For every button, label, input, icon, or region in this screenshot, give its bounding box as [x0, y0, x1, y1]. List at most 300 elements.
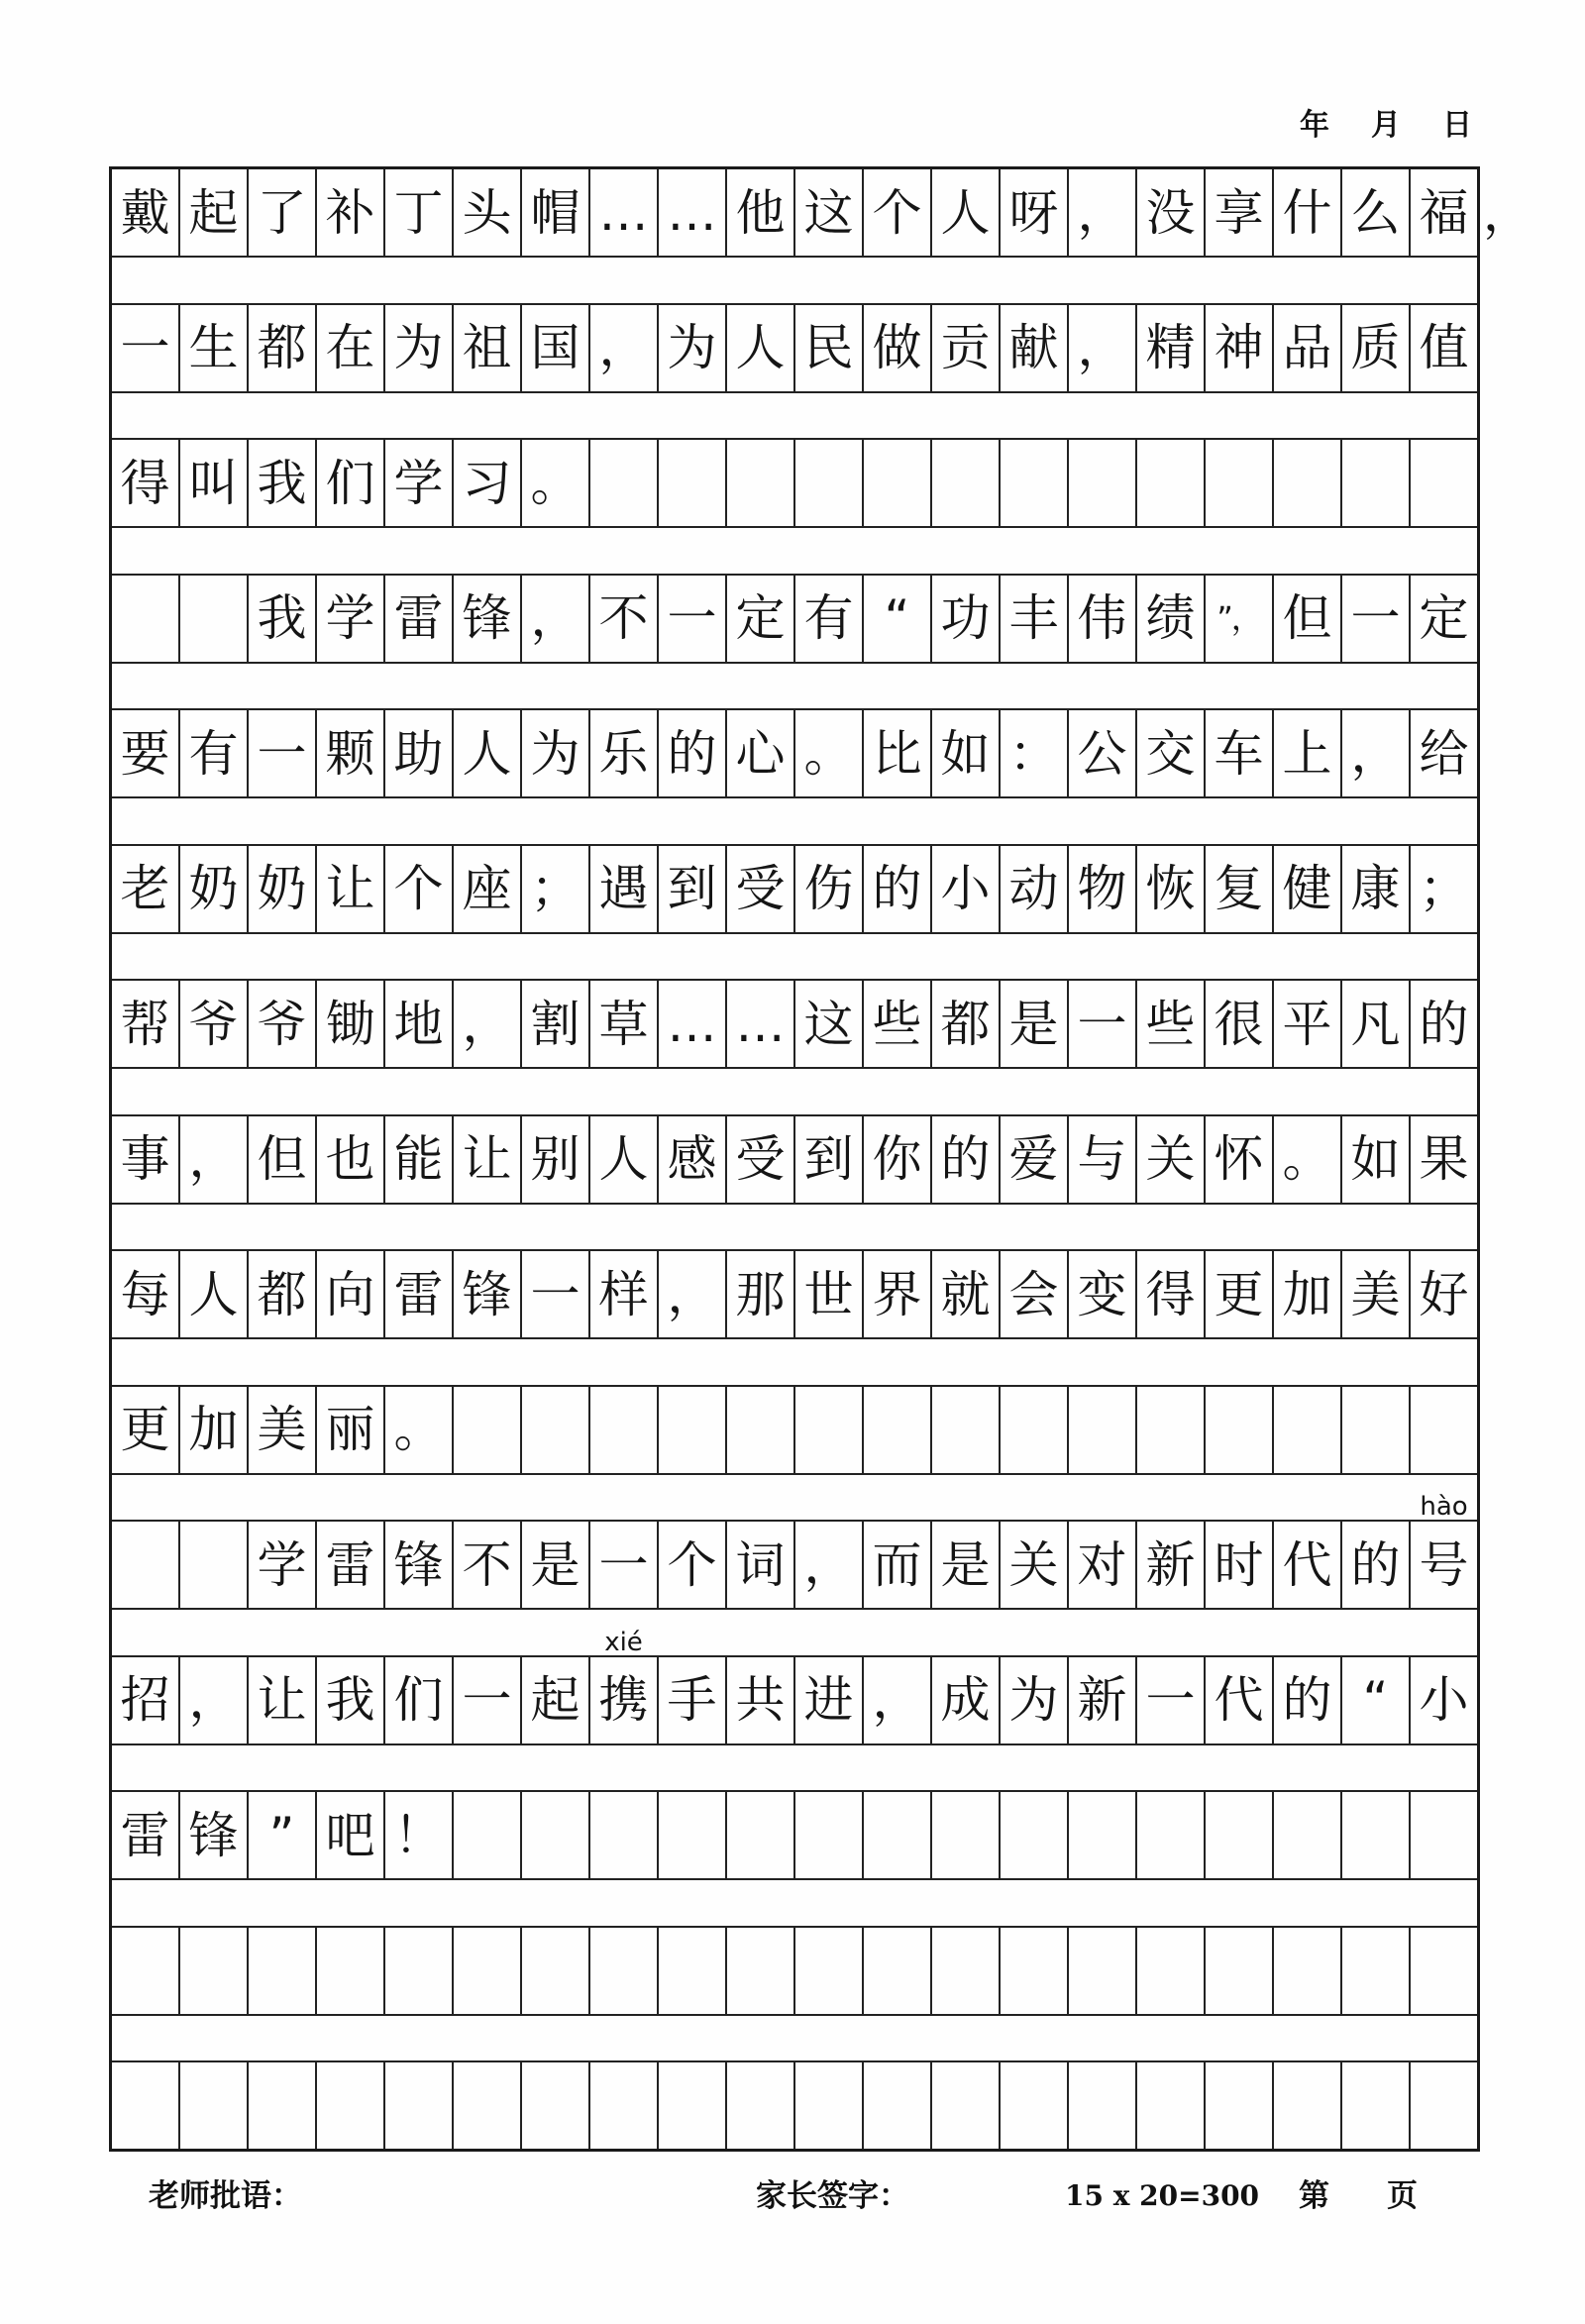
grid-cell [452, 2062, 520, 2149]
pinyin-annotation: hào [1420, 1492, 1468, 1522]
handwritten-char: 一 [1077, 995, 1127, 1053]
grid-cell [725, 846, 793, 932]
handwritten-char: 为 [1008, 1671, 1059, 1729]
handwritten-char: ， [1077, 183, 1127, 242]
grid-cell [1272, 1251, 1340, 1337]
grid-cell [1409, 710, 1477, 796]
grid-cell [862, 1116, 930, 1203]
handwritten-char: ； [1419, 860, 1469, 917]
grid-cell [112, 1116, 178, 1203]
grid-cell [383, 981, 452, 1067]
grid-cell [725, 1522, 793, 1608]
handwritten-char: 是 [1008, 995, 1059, 1053]
grid-cell [178, 2062, 247, 2149]
grid-row [112, 1627, 1477, 1743]
grid-cell [1135, 1522, 1204, 1608]
writing-grid [109, 166, 1532, 2152]
handwritten-char: “ [884, 589, 910, 647]
grid-cell [862, 1792, 930, 1878]
grid-cell [1067, 1657, 1135, 1743]
row-spacer [112, 1337, 1477, 1387]
grid-cell [588, 1627, 657, 1743]
handwritten-char: 雷 [120, 1806, 170, 1864]
date-header [1300, 106, 1472, 146]
grid-cell [178, 981, 247, 1067]
grid-cell [247, 1792, 315, 1878]
handwritten-char: 。 [803, 724, 854, 783]
grid-cell [452, 1522, 520, 1608]
handwritten-char: 新 [1077, 1671, 1127, 1729]
grid-cell [1340, 1387, 1409, 1473]
grid-cell [999, 846, 1067, 932]
grid-row [112, 1387, 1477, 1473]
grid-cell [315, 440, 383, 526]
handwritten-char: ， [667, 1265, 717, 1323]
handwritten-char: 草 [598, 995, 649, 1053]
handwritten-char: 割 [530, 995, 581, 1053]
grid-cell [725, 1251, 793, 1337]
grid-cell [452, 440, 520, 526]
grid-cell [112, 1522, 178, 1608]
handwritten-char: … [735, 995, 786, 1053]
grid-cell [793, 440, 862, 526]
grid-cell [588, 1928, 657, 2014]
grid-cell [657, 1387, 725, 1473]
grid-cell [930, 1116, 999, 1203]
handwritten-char: 果 [1419, 1130, 1469, 1188]
handwritten-char: 个 [667, 1535, 717, 1594]
grid-cell [930, 1657, 999, 1743]
row-spacer [112, 1878, 1477, 1928]
handwritten-char: 雷 [325, 1535, 375, 1594]
grid-cell [520, 1928, 588, 2014]
grid-cell [862, 1657, 930, 1743]
handwritten-char: 一 [462, 1671, 512, 1729]
grid-cell [112, 1387, 178, 1473]
grid-cell [112, 2062, 178, 2149]
handwritten-char: 生 [188, 319, 239, 376]
grid-cell [862, 1522, 930, 1608]
grid-cell [315, 169, 383, 256]
handwritten-char: 是 [940, 1535, 991, 1594]
grid-cell [1409, 440, 1477, 526]
grid-cell [1409, 1657, 1477, 1743]
grid-cell [657, 576, 725, 662]
handwritten-char: 绩 [1145, 589, 1196, 647]
grid-cell [725, 169, 793, 256]
grid-cell [1409, 576, 1477, 662]
handwritten-char: 复 [1214, 860, 1264, 917]
grid-cell [1272, 1522, 1340, 1608]
handwritten-char: 伟 [1077, 589, 1127, 647]
grid-cell [1204, 169, 1272, 256]
grid-cell [1340, 1116, 1409, 1203]
grid-cell [999, 1928, 1067, 2014]
grid-cell [657, 1928, 725, 2014]
grid-cell [1135, 1387, 1204, 1473]
handwritten-char: 些 [1145, 995, 1196, 1053]
grid-cell [383, 1116, 452, 1203]
grid-cell [452, 1251, 520, 1337]
grid-cell [793, 169, 862, 256]
handwritten-char: 锄 [325, 995, 375, 1053]
handwritten-char: 得 [1145, 1265, 1196, 1323]
grid-cell [1204, 1116, 1272, 1203]
grid-cell [247, 2062, 315, 2149]
grid-cell [862, 169, 930, 256]
handwritten-char: 学 [393, 454, 444, 512]
grid-cell [315, 981, 383, 1067]
teacher-comment-label: 老师批语： [149, 2178, 302, 2214]
handwritten-char: ” [268, 1806, 295, 1864]
handwritten-char: 有 [803, 589, 854, 647]
grid-cell [1067, 169, 1135, 256]
grid-cell [1340, 1251, 1409, 1337]
handwritten-char: 这 [803, 995, 854, 1053]
handwritten-char: 乐 [598, 724, 649, 783]
grid-cell [862, 2062, 930, 2149]
grid-cell [930, 1792, 999, 1878]
handwritten-char: 人 [598, 1130, 649, 1188]
grid-cell [178, 1928, 247, 2014]
handwritten-char: 招 [120, 1671, 170, 1729]
handwritten-char: 让 [325, 860, 375, 917]
handwritten-char: 受 [735, 1130, 786, 1188]
handwritten-char: 神 [1214, 319, 1264, 376]
handwritten-char: 的 [872, 860, 922, 917]
handwritten-char: 都 [257, 319, 307, 376]
grid-cell [999, 1522, 1067, 1608]
grid-cell [452, 1657, 520, 1743]
handwritten-char: 也 [325, 1130, 375, 1188]
handwritten-char: 戴 [120, 183, 170, 242]
grid-cell [1067, 1928, 1135, 2014]
grid-cell [247, 1657, 315, 1743]
handwritten-char: 这 [803, 183, 854, 242]
year-label: 年 [1300, 108, 1329, 143]
grid-cell [1272, 576, 1340, 662]
grid-cell [1340, 440, 1409, 526]
grid-cell [1135, 576, 1204, 662]
handwritten-char: 雷 [393, 1265, 444, 1323]
grid-cell [793, 1792, 862, 1878]
grid-cell [1067, 981, 1135, 1067]
row-spacer [112, 526, 1477, 576]
handwritten-char: 上 [1282, 724, 1332, 783]
grid-cell [930, 1387, 999, 1473]
grid-cell [383, 1251, 452, 1337]
grid-cell [178, 305, 247, 391]
grid-cell [999, 440, 1067, 526]
grid-cell [112, 981, 178, 1067]
grid-cell [999, 169, 1067, 256]
grid-cell [930, 710, 999, 796]
grid-cell [862, 846, 930, 932]
grid-cell [178, 169, 247, 256]
grid-cell [112, 440, 178, 526]
handwritten-char: 时 [1214, 1535, 1264, 1594]
handwritten-char: 但 [257, 1130, 307, 1188]
grid-cell [930, 846, 999, 932]
handwritten-char: 向 [325, 1265, 375, 1323]
grid-cell [315, 1928, 383, 2014]
handwritten-char: 人 [462, 724, 512, 783]
handwritten-char: 美 [257, 1401, 307, 1458]
handwritten-char: 号 [1419, 1535, 1469, 1594]
handwritten-char: 很 [1214, 995, 1264, 1053]
handwritten-char: 交 [1145, 724, 1196, 783]
handwritten-char: 习 [462, 454, 512, 512]
grid-cell [1340, 710, 1409, 796]
grid-cell [315, 2062, 383, 2149]
handwritten-char: ： [1008, 724, 1059, 783]
grid-row [112, 440, 1477, 526]
grid-cell [862, 576, 930, 662]
handwritten-char: 学 [325, 589, 375, 647]
handwritten-char: 帽 [530, 183, 581, 242]
handwritten-char: 感 [667, 1130, 717, 1188]
handwritten-char: 代 [1282, 1535, 1332, 1594]
grid-cell [520, 1522, 588, 1608]
handwritten-char: 的 [1282, 1671, 1332, 1729]
grid-cell [1067, 440, 1135, 526]
handwritten-char: 帮 [120, 995, 170, 1053]
handwritten-char: 就 [940, 1265, 991, 1323]
grid-cell [178, 576, 247, 662]
handwritten-char: 都 [940, 995, 991, 1053]
handwritten-char: 心 [735, 724, 786, 783]
grid-row [112, 846, 1477, 932]
grid-cell [588, 1792, 657, 1878]
grid-cell [1340, 2062, 1409, 2149]
grid-cell [247, 1522, 315, 1608]
handwritten-char: 他 [735, 183, 786, 242]
handwritten-char: 值 [1419, 319, 1469, 376]
grid-cell [1067, 576, 1135, 662]
grid-row [112, 1492, 1477, 1608]
handwritten-char: 为 [530, 724, 581, 783]
grid-cell [1340, 305, 1409, 391]
grid-cell [725, 1928, 793, 2014]
handwritten-char: 更 [120, 1401, 170, 1458]
grid-cell [999, 2062, 1067, 2149]
grid-cell [1135, 1657, 1204, 1743]
handwritten-char: 不 [462, 1535, 512, 1594]
grid-cell [178, 1792, 247, 1878]
grid-cell [1272, 1657, 1340, 1743]
grid-cell [247, 710, 315, 796]
grid-cell [247, 846, 315, 932]
grid-cell [1204, 1522, 1272, 1608]
grid-row [112, 981, 1477, 1067]
grid-cell [657, 1116, 725, 1203]
grid-cell [520, 981, 588, 1067]
handwritten-char: 让 [462, 1130, 512, 1188]
grid-cell [930, 1522, 999, 1608]
grid-cell [315, 846, 383, 932]
grid-cell [930, 981, 999, 1067]
grid-row [112, 1792, 1477, 1878]
grid-cell [930, 1251, 999, 1337]
grid-cell [1272, 1928, 1340, 2014]
grid-cell [793, 710, 862, 796]
grid-cell [452, 1116, 520, 1203]
row-spacer [112, 1203, 1477, 1252]
handwritten-char: 新 [1145, 1535, 1196, 1594]
pinyin-annotation: xié [604, 1627, 643, 1657]
handwritten-char: 我 [325, 1671, 375, 1729]
handwritten-char: 的 [667, 724, 717, 783]
grid-cell [657, 1251, 725, 1337]
grid-cell [247, 981, 315, 1067]
handwritten-char: 世 [803, 1265, 854, 1323]
handwritten-char: 叫 [188, 454, 239, 512]
grid-cell [588, 2062, 657, 2149]
grid-cell [112, 169, 178, 256]
grid-cell [520, 1387, 588, 1473]
handwritten-char: ， [598, 319, 649, 376]
handwritten-char: 锋 [393, 1535, 444, 1594]
handwritten-char: 都 [257, 1265, 307, 1323]
grid-cell [452, 1387, 520, 1473]
grid-cell [862, 440, 930, 526]
grid-cell [1204, 1251, 1272, 1337]
grid-cell [247, 440, 315, 526]
grid-cell [1409, 846, 1477, 932]
grid-cell [520, 1116, 588, 1203]
handwritten-char: 精 [1145, 319, 1196, 376]
grid-cell [1067, 2062, 1135, 2149]
grid-cell [999, 576, 1067, 662]
handwritten-char: 是 [530, 1535, 581, 1594]
grid-cell [178, 710, 247, 796]
grid-cell [930, 576, 999, 662]
grid-cell [1272, 2062, 1340, 2149]
grid-cell [1204, 1928, 1272, 2014]
handwritten-char: 受 [735, 860, 786, 917]
grid-cell [657, 440, 725, 526]
grid-cell [588, 169, 657, 256]
handwritten-char: 如 [940, 724, 991, 783]
grid-cell [862, 305, 930, 391]
grid-cell [999, 1657, 1067, 1743]
grid-row [112, 1116, 1477, 1203]
grid-cell [452, 710, 520, 796]
handwritten-char: 功 [940, 589, 991, 647]
grid-cell [520, 2062, 588, 2149]
grid-cell [315, 710, 383, 796]
handwritten-char: ， [1077, 319, 1127, 376]
handwritten-char: 到 [803, 1130, 854, 1188]
handwritten-char: 没 [1145, 183, 1196, 242]
grid-cell [383, 2062, 452, 2149]
grid-cell [383, 1657, 452, 1743]
grid-cell [999, 1116, 1067, 1203]
grid-cell [383, 440, 452, 526]
handwritten-char: 的 [1419, 995, 1469, 1053]
grid-cell [178, 1657, 247, 1743]
handwritten-char: 康 [1350, 860, 1401, 917]
grid-cell [247, 305, 315, 391]
grid-cell [178, 1387, 247, 1473]
grid-cell [1272, 169, 1340, 256]
grid-row [112, 1928, 1477, 2014]
grid-cell [1272, 1792, 1340, 1878]
row-spacer [112, 1473, 1477, 1523]
grid-cell [862, 710, 930, 796]
grid-cell [999, 305, 1067, 391]
handwritten-char: 每 [120, 1265, 170, 1323]
grid-cell [383, 1522, 452, 1608]
grid-cell [862, 1928, 930, 2014]
row-spacer [112, 256, 1477, 305]
grid-cell [793, 981, 862, 1067]
grid-cell [315, 305, 383, 391]
handwritten-char: 丰 [1008, 589, 1059, 647]
grid-cell [178, 1116, 247, 1203]
handwritten-char: 福 [1419, 183, 1469, 242]
handwritten-char: 一 [598, 1535, 649, 1594]
handwritten-char: 比 [872, 724, 922, 783]
handwritten-char: 如 [1350, 1130, 1401, 1188]
handwritten-char: 小 [940, 860, 991, 917]
handwritten-char: 们 [393, 1671, 444, 1729]
grid-cell [930, 440, 999, 526]
handwritten-char: 们 [325, 454, 375, 512]
handwritten-char: 起 [188, 183, 239, 242]
page-number-suffix: 页 [1387, 2178, 1418, 2214]
grid-cell [725, 1387, 793, 1473]
grid-cell [178, 440, 247, 526]
handwritten-char: 国 [530, 319, 581, 376]
grid-cell [1340, 1657, 1409, 1743]
row-spacer [112, 662, 1477, 711]
grid-cell [1135, 846, 1204, 932]
handwritten-char: 会 [1008, 1265, 1059, 1323]
handwritten-char: 凡 [1350, 995, 1401, 1053]
grid-cell [1409, 1928, 1477, 2014]
handwritten-char: 物 [1077, 860, 1127, 917]
handwritten-char: ， [462, 995, 512, 1053]
grid-cell [793, 1116, 862, 1203]
page-number-prefix: 第 [1299, 2178, 1329, 2214]
grid-cell [588, 981, 657, 1067]
grid-cell [657, 2062, 725, 2149]
grid-cell [657, 1522, 725, 1608]
grid-row [112, 305, 1477, 391]
grid-cell [1067, 1116, 1135, 1203]
handwritten-char: 丁 [393, 183, 444, 242]
handwritten-char: 动 [1008, 860, 1059, 917]
grid-cell [520, 576, 588, 662]
grid-row [112, 2062, 1477, 2149]
grid-cell [1067, 1251, 1135, 1337]
handwritten-char: 一 [1145, 1671, 1196, 1729]
handwritten-char: 公 [1077, 724, 1127, 783]
month-label: 月 [1371, 108, 1401, 143]
handwritten-char: 得 [120, 454, 170, 512]
grid-cell [1204, 2062, 1272, 2149]
handwritten-char: 我 [257, 454, 307, 512]
grid-cell [452, 305, 520, 391]
handwritten-char: 品 [1282, 319, 1332, 376]
grid-cell [178, 846, 247, 932]
handwritten-char: 有 [188, 724, 239, 783]
handwritten-char: ， [872, 1671, 922, 1729]
handwritten-char: 不 [598, 589, 649, 647]
grid-cell [520, 1251, 588, 1337]
handwritten-char: 车 [1214, 724, 1264, 783]
